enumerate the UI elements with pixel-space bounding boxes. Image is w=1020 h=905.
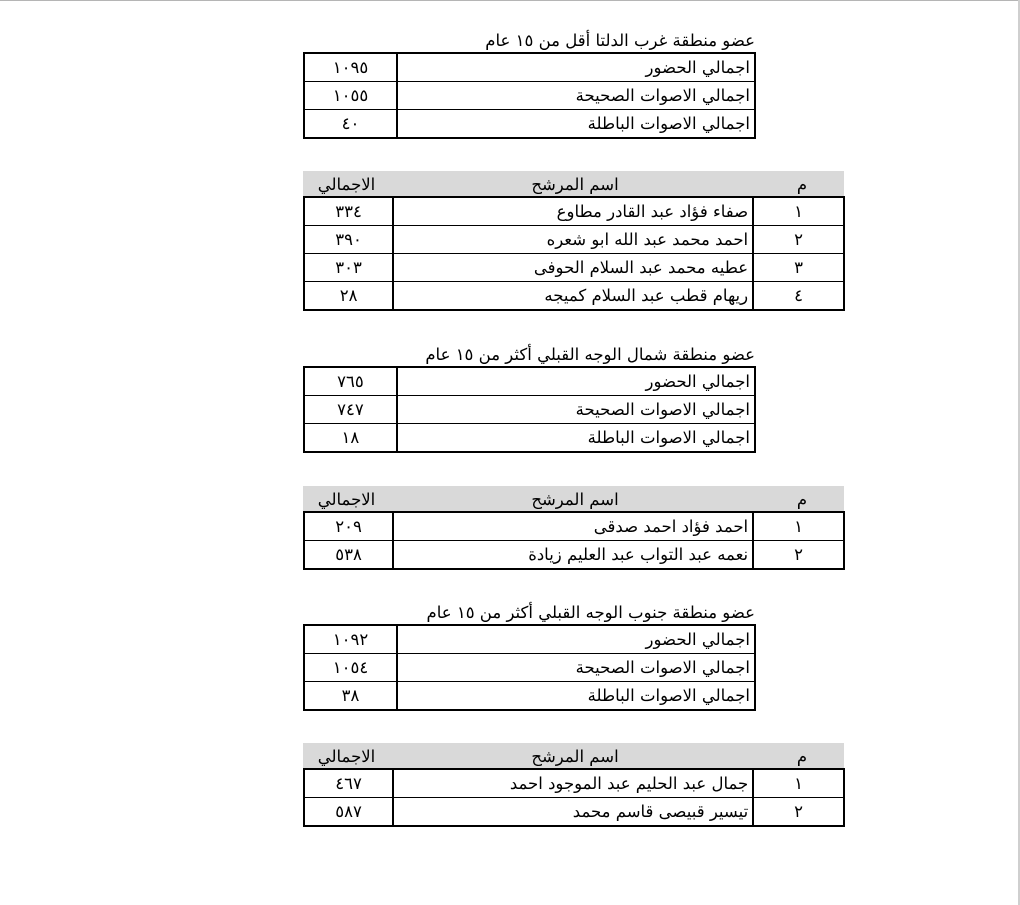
candidates-table: [303, 511, 845, 570]
summary-label: اجمالي الاصوات الباطلة: [397, 424, 755, 453]
section-title: عضو منطقة غرب الدلتا أقل من ١٥ عام: [485, 31, 755, 50]
section-west-delta: [303, 30, 845, 139]
header-number: م: [796, 747, 808, 766]
summary-label: اجمالي الحضور: [397, 53, 755, 82]
header-candidate-name: اسم المرشح: [531, 490, 619, 509]
summary-row: [304, 654, 755, 682]
summary-label: اجمالي الاصوات الصحيحة: [397, 396, 755, 424]
table-row: [304, 541, 844, 570]
candidates-west-delta: [303, 171, 845, 311]
candidate-name: ريهام قطب عبد السلام كميجه: [393, 282, 753, 311]
header-number: م: [796, 175, 808, 194]
candidate-number: ٢: [753, 541, 844, 570]
candidate-total: ٤٦٧: [304, 769, 393, 798]
summary-row: [304, 424, 755, 453]
header-total: الاجمالي: [317, 175, 376, 194]
summary-label: اجمالي الاصوات الصحيحة: [397, 654, 755, 682]
summary-label: اجمالي الاصوات الباطلة: [397, 682, 755, 711]
candidates-south-upper-egypt: [303, 743, 845, 827]
summary-row: [304, 625, 755, 654]
candidate-number: ١: [753, 512, 844, 541]
candidate-total: ٥٨٧: [335, 802, 362, 821]
summary-value: ٧٦٥: [304, 367, 397, 396]
summary-label: اجمالي الحضور: [397, 625, 755, 654]
table-row: [304, 769, 844, 798]
table-row: [304, 512, 844, 541]
table-row: [304, 282, 844, 311]
summary-value: ٣٨: [341, 686, 360, 705]
summary-row: [304, 82, 755, 110]
header-number: م: [796, 490, 808, 509]
candidate-name: احمد محمد عبد الله ابو شعره: [393, 226, 753, 254]
candidate-name: احمد فؤاد احمد صدقى: [393, 512, 753, 541]
section-title: عضو منطقة شمال الوجه القبلي أكثر من ١٥ عام: [425, 345, 755, 364]
summary-label: اجمالي الاصوات الصحيحة: [397, 82, 755, 110]
candidate-number: ٢: [753, 226, 844, 254]
candidate-total: ٣٩٠: [304, 226, 393, 254]
header-total: الاجمالي: [317, 490, 376, 509]
candidate-total: ٢٠٩: [304, 512, 393, 541]
candidate-name: تيسير قبيصى قاسم محمد: [393, 798, 753, 827]
summary-table: [303, 624, 756, 711]
table-row: [304, 798, 844, 827]
candidate-name: صفاء فؤاد عبد القادر مطاوع: [393, 197, 753, 226]
summary-label: اجمالي الاصوات الباطلة: [397, 110, 755, 139]
candidates-header: [303, 743, 844, 768]
summary-value: ٧٤٧: [304, 396, 397, 424]
candidate-number: ١: [753, 769, 844, 798]
candidates-header: [303, 171, 844, 196]
summary-value: ٤٠: [341, 114, 360, 133]
candidate-total: ٣٠٣: [304, 254, 393, 282]
candidates-header: [303, 486, 844, 511]
summary-table: [303, 366, 756, 453]
candidates-north-upper-egypt: [303, 486, 845, 570]
candidate-name: جمال عبد الحليم عبد الموجود احمد: [393, 769, 753, 798]
table-row: [304, 226, 844, 254]
candidate-name: عطيه محمد عبد السلام الحوفى: [393, 254, 753, 282]
header-candidate-name: اسم المرشح: [531, 175, 619, 194]
section-title: عضو منطقة جنوب الوجه القبلي أكثر من ١٥ عام: [426, 603, 755, 622]
summary-row: [304, 53, 755, 82]
candidate-total: ٥٣٨: [335, 545, 362, 564]
summary-table: [303, 52, 756, 139]
summary-row: [304, 682, 755, 711]
table-row: [304, 254, 844, 282]
summary-row: [304, 367, 755, 396]
candidate-total: ٣٣٤: [304, 197, 393, 226]
page-top-border: [0, 0, 1020, 1]
candidate-number: ٤: [753, 282, 844, 311]
summary-value: ١٠٥٥: [304, 82, 397, 110]
summary-value: ١٠٩٥: [304, 53, 397, 82]
summary-value: ١٠٩٢: [304, 625, 397, 654]
summary-value: ١٠٥٤: [304, 654, 397, 682]
candidate-name: نعمه عبد التواب عبد العليم زيادة: [393, 541, 753, 570]
candidates-table: [303, 768, 845, 827]
candidate-number: ٢: [753, 798, 844, 827]
candidate-number: ٣: [753, 254, 844, 282]
candidates-table: [303, 196, 845, 311]
header-total: الاجمالي: [317, 747, 376, 766]
summary-row: [304, 110, 755, 139]
summary-value: ١٨: [341, 428, 360, 447]
candidate-total: ٢٨: [339, 286, 358, 305]
summary-label: اجمالي الحضور: [397, 367, 755, 396]
section-south-upper-egypt: [303, 602, 845, 711]
header-candidate-name: اسم المرشح: [531, 747, 619, 766]
candidate-number: ١: [753, 197, 844, 226]
table-row: [304, 197, 844, 226]
section-north-upper-egypt: [303, 344, 845, 453]
summary-row: [304, 396, 755, 424]
